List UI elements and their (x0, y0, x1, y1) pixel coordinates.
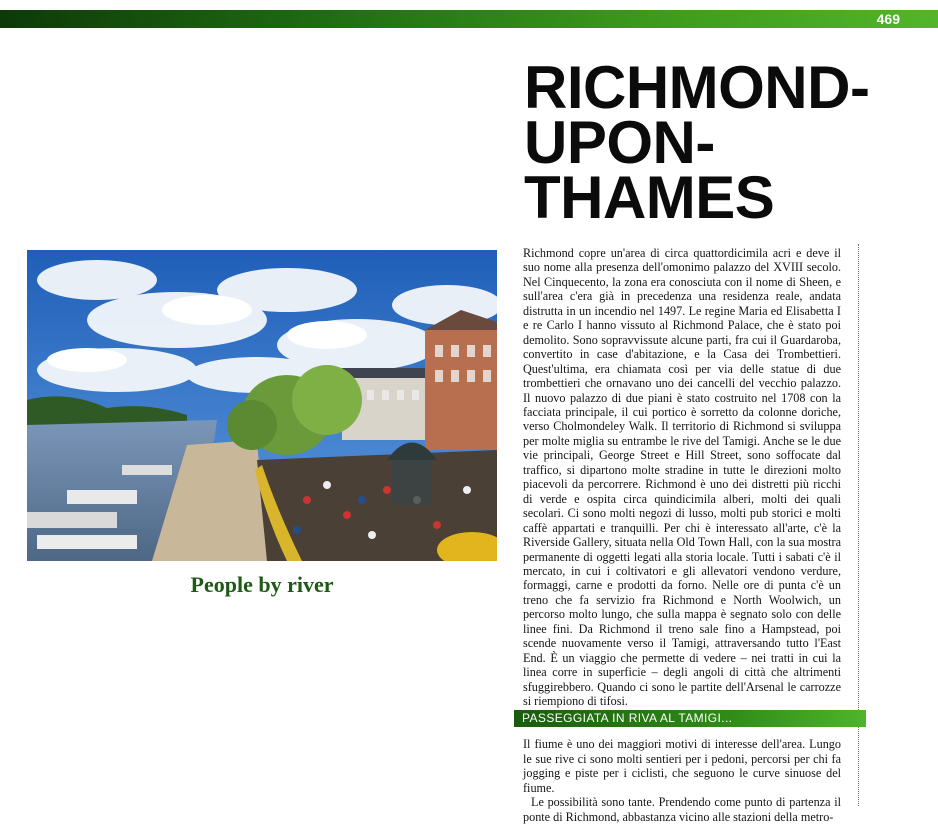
article-body: Richmond copre un'area di circa quattordicimila acri e deve il suo nome alla presenza dell'omonimo palazzo del XVIII secolo. Nel Cinquecento, la zona era conosciuta con il nome di Sheen, e sull'area c'era già in precedenza una residenza reale, andata distrutta in un incendio nel 1497. Le regine Maria ed Elisabetta I e re Carlo I hanno vissuto al Richmond Palace, che è stato poi demolito. Sono sopravvissute alcune parti, fra cui il Guardaroba, convertito in case d'abitazione, e la Casa dei Trombettieri. Quest'ultima, era chiamata così per via delle statue di due trombettieri che ornavano uno dei cancelli del vecchio palazzo. Il nuovo palazzo di due piani è stato costruito nel 1708 con la facciata principale, il cui portico è sorretto da colonne doriche, verso Cholmondeley Walk. Il territorio di Richmond si sviluppa per molte miglia su entrambe le rive del Tamigi. Anche se le due vie principali, George Street e Hill Street, sono soffocate dal traffico, si dipartono molte stradine in tutte le direzioni molto piacevoli da percorrere. Richmond è uno dei distretti più ricchi di verde e ospita circa quindicimila alberi, molti dei quali secolari. Ci sono molti negozi di lusso, molti pub storici e molti caffè appartati e tranquilli. Per chi è interessato all'arte, c'è la Riverside Gallery, situata nella Old Town Hall, con la sua mostra permanente di oggetti legati alla storia locale. Tutti i sabati c'è il mercato, in cui i coltivatori e gli allevatori vendono verdure, formaggi, carne e prodotti da forno. Nelle ore di punta c'è un treno che fa servizio fra Richmond e North Woolwich, un percorso molto lungo, che sulla mappa è segnato solo con delle linee fini. Da Richmond il treno sale fino a Hampstead, poi scende nuovamente verso il Tamigi, attraversando tutto l'East End. È un viaggio che permette di vedere – nei tratti in cui la linea corre in superficie – degli angoli di città che altrimenti sfuggirebbero. Quando ci sono le partite dell'Arsenal le carrozze si riempiono di tifosi. (523, 246, 841, 709)
section-heading-bar (514, 710, 866, 727)
riverside-photo (27, 250, 497, 561)
section-paragraph: Il fiume è uno dei maggiori motivi di interesse dell'area. Lungo le sue rive ci sono molti sentieri per i pedoni, percorsi per chi fa jogging e piste per i ciclisti, che seguono le curve sinuose del fiume. (523, 737, 841, 795)
page-number: 469 (876, 11, 900, 27)
title-line-3: THAMES (524, 164, 775, 231)
title-line-1: RICHMOND- (524, 54, 870, 121)
top-header-bar (0, 10, 938, 28)
section-paragraph: Le possibilità sono tante. Prendendo come punto di partenza il ponte di Richmond, abbastanza vicino alle stazioni della metro- (523, 795, 841, 824)
section-heading: PASSEGGIATA IN RIVA AL TAMIGI... (522, 711, 733, 725)
photo-caption: People by river (190, 572, 334, 597)
section-body (523, 737, 841, 825)
article-title (524, 54, 924, 231)
title-line-2: UPON- (524, 109, 715, 176)
